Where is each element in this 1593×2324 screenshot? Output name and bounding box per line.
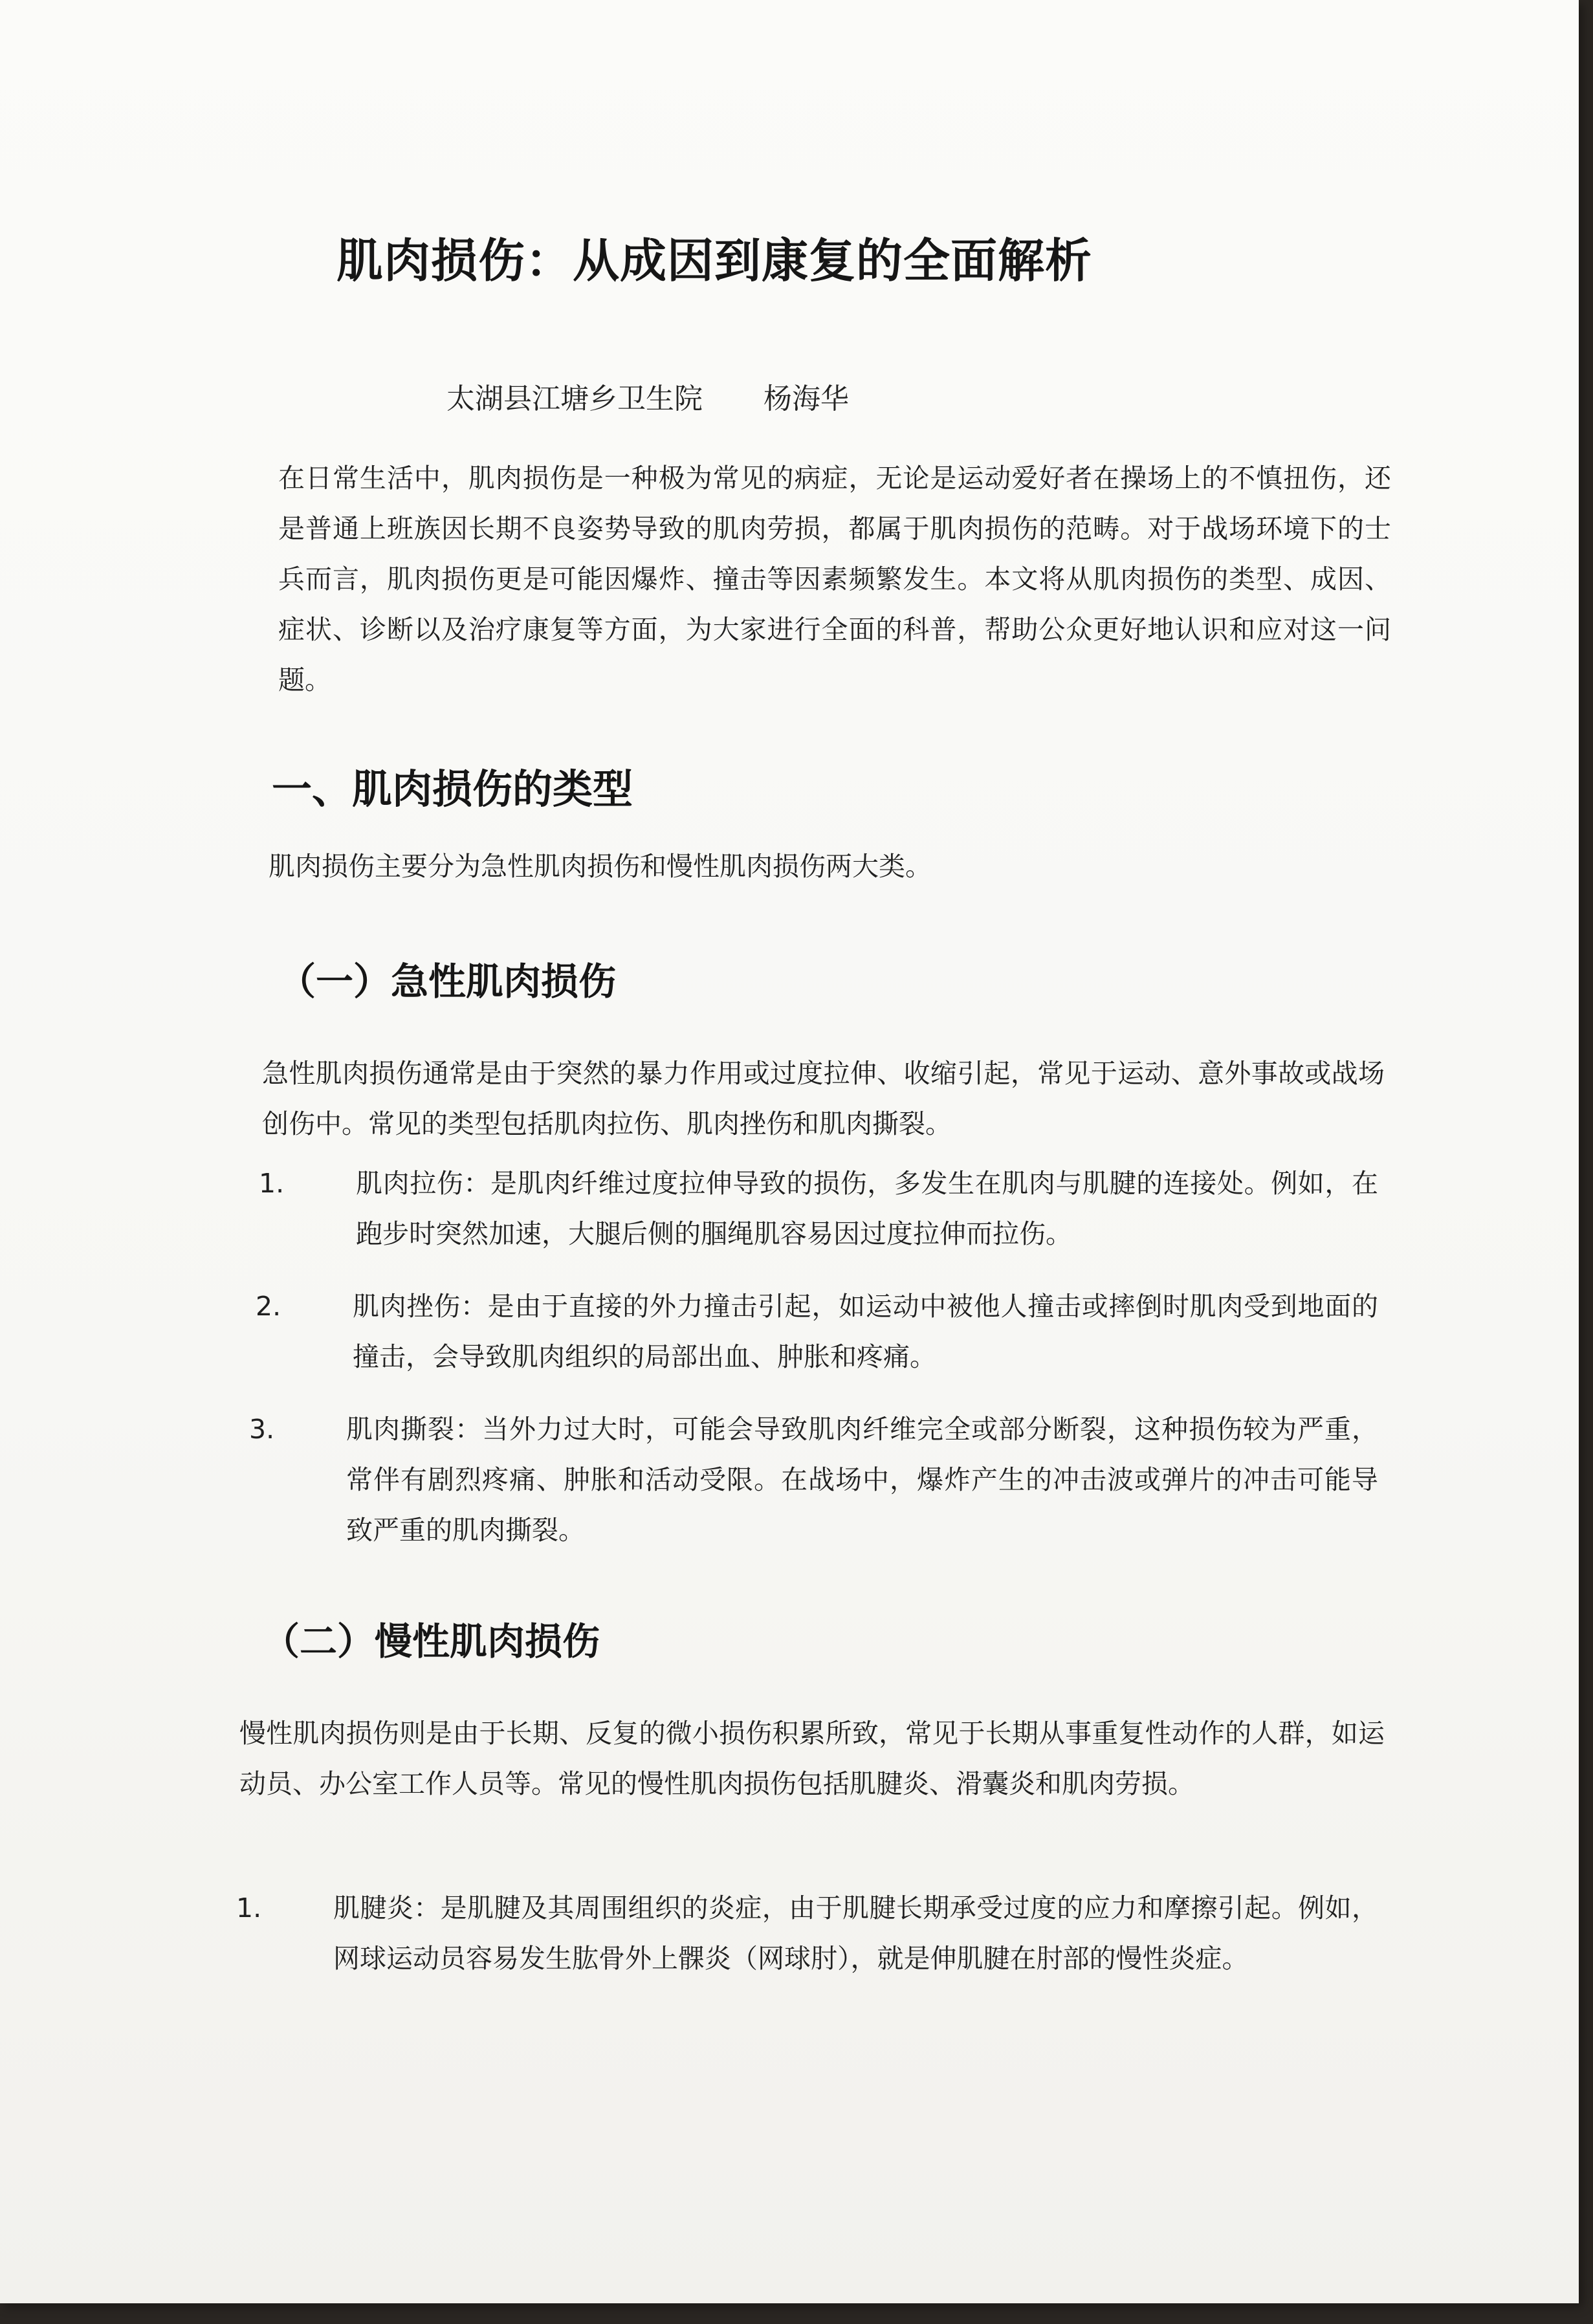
- author-organization: 太湖县江塘乡卫生院: [446, 382, 703, 415]
- list-item-number: 1.: [236, 1892, 262, 1924]
- list-item: [256, 1281, 1385, 1385]
- subsection-heading-chronic: （二）慢性肌肉损伤: [262, 1619, 600, 1663]
- list-item-text: 肌肉撕裂：当外力过大时，可能会导致肌肉纤维完全或部分断裂，这种损伤较为严重，常伴有剧烈疼痛、肿胀和活动受限。在战场中，爆炸产生的冲击波或弹片的冲击可能导致严重的肌肉撕裂。: [346, 1414, 1378, 1546]
- section-lead-paragraph: 肌肉损伤主要分为急性肌肉损伤和慢性肌肉损伤两大类。: [269, 851, 932, 882]
- author-name: 杨海华: [764, 382, 849, 415]
- acute-lead-paragraph: 急性肌肉损伤通常是由于突然的暴力作用或过度拉伸、收缩引起，常见于运动、意外事故或战场创伤中。常见的类型包括肌肉拉伤、肌肉挫伤和肌肉撕裂。: [262, 1058, 1385, 1139]
- list-item-number: 2.: [256, 1291, 281, 1322]
- list-item: [249, 1404, 1385, 1559]
- list-item: [259, 1158, 1385, 1262]
- intro-paragraph: 在日常生活中，肌肉损伤是一种极为常见的病症，无论是运动爱好者在操场上的不慎扭伤，还是普通上班族因长期不良姿势导致的肌肉劳损，都属于肌肉损伤的范畴。对于战场环境下的士兵而言，肌肉损伤更是可能因爆炸、撞击等因素频繁发生。本文将从肌肉损伤的类型、成因、症状、诊断以及治疗康复等方面，为大家进行全面的科普，帮助公众更好地认识和应对这一问题。: [278, 463, 1391, 696]
- list-item-number: 3.: [249, 1414, 275, 1445]
- document-title: 肌肉损伤：从成因到康复的全面解析: [336, 234, 1093, 288]
- list-item: [236, 1883, 1385, 2038]
- list-item-number: 1.: [259, 1168, 285, 1199]
- list-item-text: 肌肉拉伤：是肌肉纤维过度拉伸导致的损伤，多发生在肌肉与肌腱的连接处。例如，在跑步时突然加速，大腿后侧的腘绳肌容易因过度拉伸而拉伤。: [356, 1168, 1378, 1249]
- byline: [446, 375, 849, 417]
- section-heading-types: 一、肌肉损伤的类型: [272, 765, 633, 813]
- subsection-heading-acute: （一）急性肌肉损伤: [278, 959, 617, 1003]
- list-item-text: 肌肉挫伤：是由于直接的外力撞击引起，如运动中被他人撞击或摔倒时肌肉受到地面的撞击，会导致肌肉组织的局部出血、肿胀和疼痛。: [353, 1291, 1378, 1372]
- list-item-text: 肌腱炎：是肌腱及其周围组织的炎症，由于肌腱长期承受过度的应力和摩擦引起。例如，网球运动员容易发生肱骨外上髁炎（网球肘），就是伸肌腱在肘部的慢性炎症。: [333, 1892, 1378, 1974]
- chronic-lead-paragraph: 慢性肌肉损伤则是由于长期、反复的微小损伤积累所致，常见于长期从事重复性动作的人群，如运动员、办公室工作人员等。常见的慢性肌肉损伤包括肌腱炎、滑囊炎和肌肉劳损。: [239, 1718, 1385, 1799]
